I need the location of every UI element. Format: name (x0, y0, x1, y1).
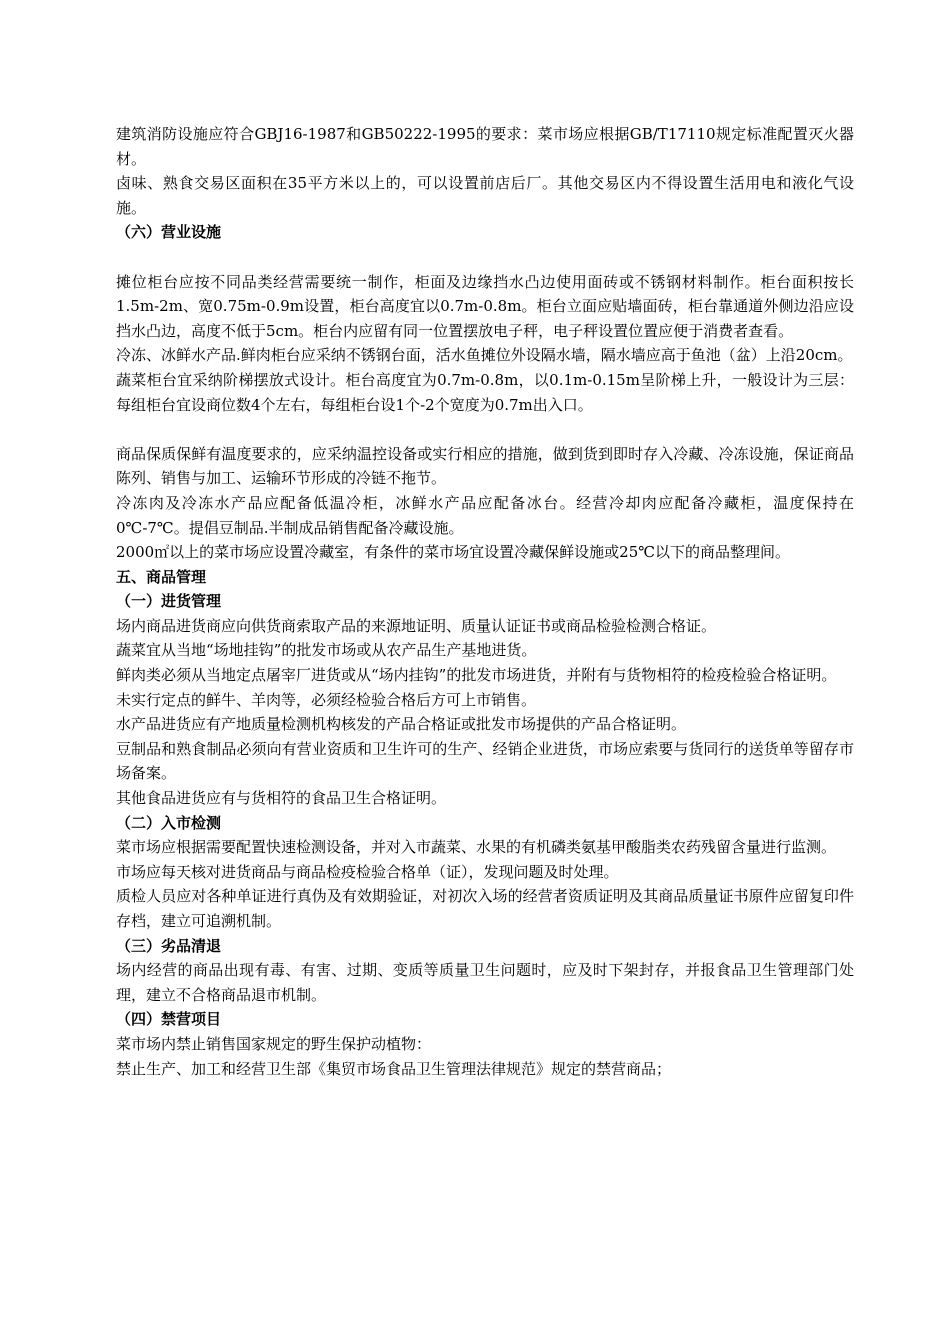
paragraph: 场内商品进货商应向供货商索取产品的来源地证明、质量认证证书或商品检验检测合格证。 (116, 616, 717, 635)
paragraph: 建筑消防设施应符合GBJ16-1987和GB50222-1995的要求：菜市场应根据GB/T17110规定标准配置灭火器材。 (116, 125, 854, 168)
paragraph: 市场应每天核对进货商品与商品检疫检验合格单（证），发现问题及时处理。 (116, 862, 619, 881)
blank-line (116, 417, 854, 442)
paragraph: 其他食品进货应有与货相符的食品卫生合格证明。 (116, 789, 447, 808)
section-heading: （六）营业设施 (116, 223, 222, 242)
paragraph: 卤味、熟食交易区面积在35平方米以上的，可以设置前店后厂。其他交易区内不得设置生活用电和液化气设施。 (116, 174, 854, 217)
paragraph: 水产品进货应有产地质量检测机构核发的产品合格证或批发市场提供的产品合格证明。 (116, 715, 687, 734)
section-heading: 五、商品管理 (116, 567, 207, 586)
paragraph: 冷冻肉及冷冻水产品应配备低温冷柜，冰鲜水产品应配备冰台。经营冷却肉应配备冷藏柜，温度保持在0℃-7℃。提倡豆制品.半制成品销售配备冷藏设施。 (116, 493, 854, 537)
paragraph: 2000㎡以上的菜市场应设置冷藏室，有条件的菜市场宜设置冷藏保鲜设施或25℃以下的商品整理间。 (116, 543, 791, 562)
paragraph: 蔬菜柜台宜采纳阶梯摆放式设计。柜台高度宜为0.7m-0.8m，以0.1m-0.15m呈阶梯上升，一般设计为三层：每组柜台宜设商位数4个左右，每组柜台设1个-2个宽度为0.7m出入口。 (116, 370, 854, 414)
paragraph: 冷冻、冰鲜水产品.鲜肉柜台应采纳不锈钢台面，活水鱼摊位外设隔水墙，隔水墙应高于鱼池（盆）上沿20cm。 (116, 346, 853, 365)
paragraph: 摊位柜台应按不同品类经营需要统一制作，柜面及边缘挡水凸边使用面砖或不锈钢材料制作。柜台面积按长1.5m-2m、宽0.75m-0.9m设置，柜台高度宜以0.7m-0.8m。柜台立面应贴墙面砖，柜台靠通道外侧边沿应设挡水凸边，高度不低于5cm。柜台内应留有同一位置摆放电子秤，电子秤设置位置应便于消费者查看。 (116, 272, 854, 340)
section-heading: （四）禁营项目 (116, 1010, 222, 1029)
paragraph: 菜市场内禁止销售国家规定的野生保护动植物： (116, 1034, 432, 1053)
section-heading: （三）劣品清退 (116, 936, 222, 955)
section-heading: （一）进货管理 (116, 592, 222, 611)
paragraph: 禁止生产、加工和经营卫生部《集贸市场食品卫生管理法律规范》规定的禁营商品； (116, 1059, 672, 1078)
paragraph: 场内经营的商品出现有毒、有害、过期、变质等质量卫生问题时，应及时下架封存，并报食品卫生管理部门处理，建立不合格商品退市机制。 (116, 961, 854, 1004)
document-page (116, 122, 854, 1081)
blank-line (116, 245, 854, 270)
paragraph: 未实行定点的鲜牛、羊肉等，必须经检验合格后方可上市销售。 (116, 690, 537, 709)
paragraph: 质检人员应对各种单证进行真伪及有效期验证，对初次入场的经营者资质证明及其商品质量证书原件应留复印件存档，建立可追溯机制。 (116, 887, 854, 930)
paragraph: 鲜肉类必须从当地定点屠宰厂进货或从“场内挂钩”的批发市场进货，并附有与货物相符的检疫检验合格证明。 (116, 666, 837, 685)
paragraph: 豆制品和熟食制品必须向有营业资质和卫生许可的生产、经销企业进货，市场应索要与货同行的送货单等留存市场备案。 (116, 739, 854, 783)
paragraph: 菜市场应根据需要配置快速检测设备，并对入市蔬菜、水果的有机磷类氨基甲酸脂类农药残留含量进行监测。 (116, 838, 837, 857)
section-heading: （二）入市检测 (116, 813, 222, 832)
paragraph: 商品保质保鲜有温度要求的，应采纳温控设备或实行相应的措施，做到货到即时存入冷藏、冷冻设施，保证商品陈列、销售与加工、运输环节形成的冷链不拖节。 (116, 444, 854, 488)
paragraph: 蔬菜宜从当地“场地挂钩”的批发市场或从农产品生产基地进货。 (116, 641, 537, 660)
